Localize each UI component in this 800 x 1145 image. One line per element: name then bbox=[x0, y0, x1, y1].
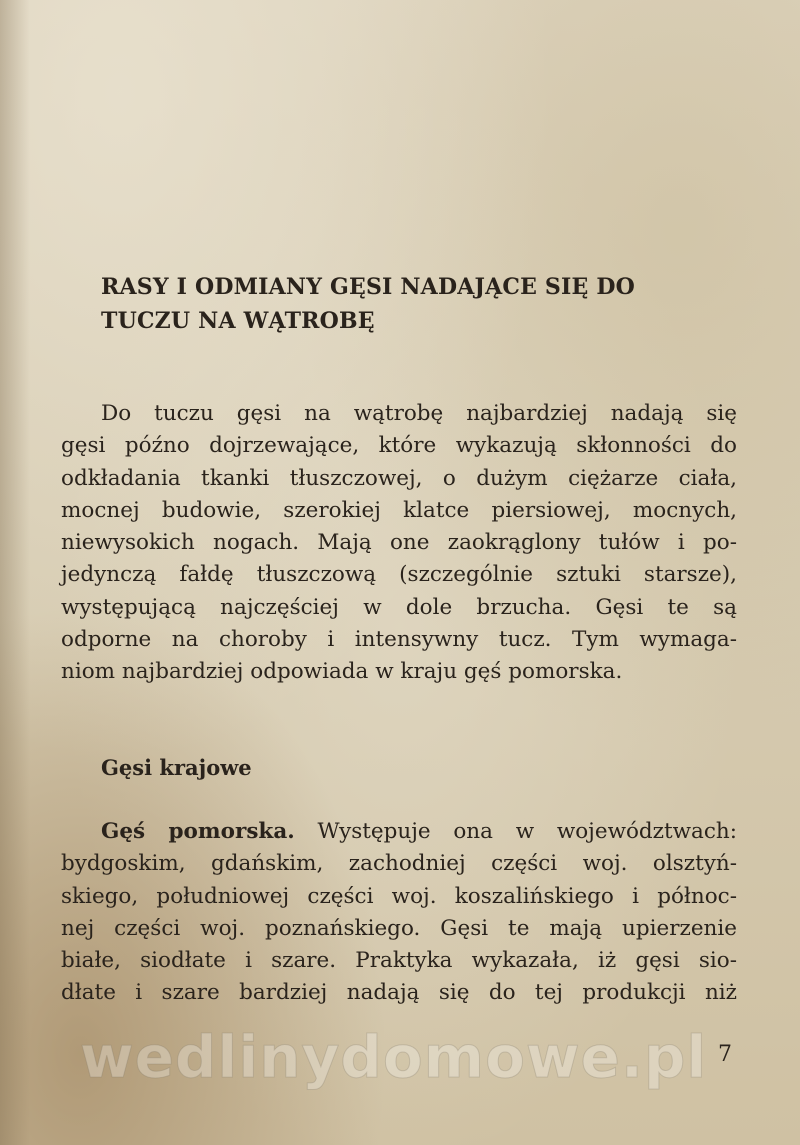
paragraph-first-line-rest: Występuje ona w województwach: bbox=[294, 819, 737, 844]
paragraph-line: skiego, południowej części woj. koszalińskiego i północ- bbox=[61, 883, 737, 909]
chapter-heading-line-1: RASY I ODMIANY GĘSI NADAJĄCE SIĘ DO bbox=[101, 274, 635, 300]
chapter-heading-line-2: TUCZU NA WĄTROBĘ bbox=[101, 308, 375, 334]
chapter-heading bbox=[101, 270, 751, 338]
paragraph-line: bydgoskim, gdańskim, zachodniej części woj. olsztyń- bbox=[61, 851, 737, 877]
paragraph-line: mocnej budowie, szerokiej klatce piersiowej, mocnych, bbox=[61, 497, 737, 523]
page-number: 7 bbox=[718, 1042, 732, 1067]
paragraph-line: jedynczą fałdę tłuszczową (szczególnie sztuki starsze), bbox=[61, 562, 737, 588]
paragraph-line: niom najbardziej odpowiada w kraju gęś pomorska. bbox=[61, 659, 623, 685]
section-subheading: Gęsi krajowe bbox=[101, 755, 252, 780]
paragraph-first-line bbox=[61, 816, 737, 848]
paragraph-line: nej części woj. poznańskiego. Gęsi te mają upierzenie bbox=[61, 915, 737, 941]
paragraph-line: dłate i szare bardziej nadają się do tej produkcji niż bbox=[61, 980, 737, 1006]
intro-paragraph bbox=[61, 398, 737, 689]
site-watermark: wedlinydomowe.pl bbox=[80, 1023, 708, 1091]
breed-paragraph bbox=[61, 816, 737, 1010]
paragraph-line: odkładania tkanki tłuszczowej, o dużym ciężarze ciała, bbox=[61, 465, 737, 491]
paragraph-line: Do tuczu gęsi na wątrobę najbardziej nadają się bbox=[101, 401, 737, 426]
paragraph-line: gęsi późno dojrzewające, które wykazują skłonności do bbox=[61, 433, 737, 459]
page-edge-shadow bbox=[0, 0, 30, 1145]
paragraph-line: białe, siodłate i szare. Praktyka wykazała, iż gęsi sio- bbox=[61, 948, 737, 974]
paragraph-line: niewysokich nogach. Mają one zaokrąglony tułów i po- bbox=[61, 530, 737, 556]
breed-name-lead: Gęś pomorska. bbox=[101, 819, 295, 844]
paragraph-line: występującą najczęściej w dole brzucha. Gęsi te są bbox=[61, 594, 737, 620]
paragraph-line: odporne na choroby i intensywny tucz. Tym wymaga- bbox=[61, 627, 737, 653]
